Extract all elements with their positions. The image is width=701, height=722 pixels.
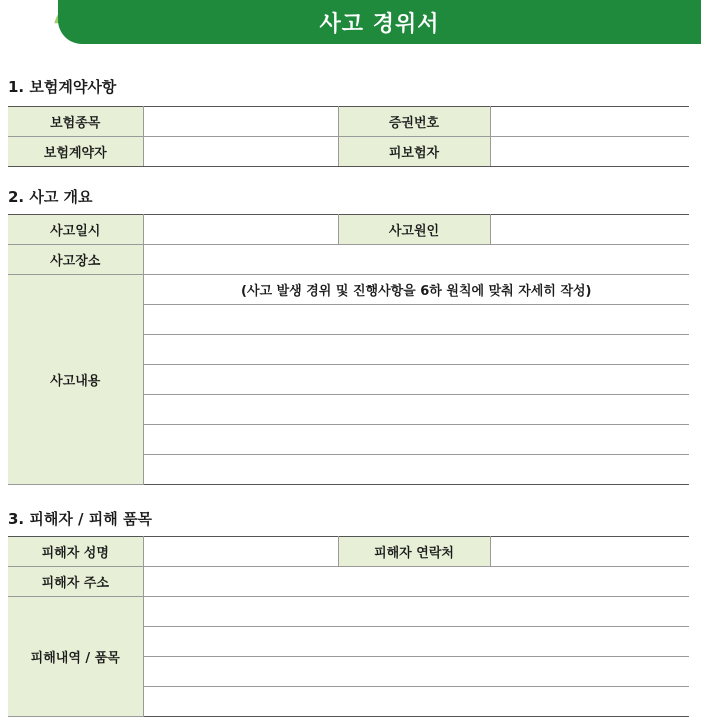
damage-items-line[interactable]	[143, 687, 689, 717]
damage-items-line[interactable]	[143, 657, 689, 687]
accident-content-label: 사고내용	[8, 275, 143, 485]
victim-name-label: 피해자 성명	[8, 537, 143, 567]
damage-items-line[interactable]	[143, 597, 689, 627]
accident-datetime-field[interactable]	[143, 215, 338, 245]
victim-address-label: 피해자 주소	[8, 567, 143, 597]
policyholder-label: 보험계약자	[8, 137, 143, 167]
accident-overview-table	[8, 214, 689, 485]
accident-content-line[interactable]	[143, 395, 689, 425]
section-title-overview: 2. 사고 개요	[8, 188, 93, 206]
insured-label: 피보험자	[338, 137, 490, 167]
victim-address-field[interactable]	[143, 567, 689, 597]
accident-location-label: 사고장소	[8, 245, 143, 275]
accident-datetime-label: 사고일시	[8, 215, 143, 245]
policyholder-field[interactable]	[143, 137, 338, 167]
accident-content-line[interactable]	[143, 305, 689, 335]
accident-cause-label: 사고원인	[338, 215, 490, 245]
policy-number-field[interactable]	[490, 107, 689, 137]
accident-content-line[interactable]	[143, 365, 689, 395]
accident-content-instruction: (사고 발생 경위 및 진행사항을 6하 원칙에 맞춰 자세히 작성)	[143, 275, 689, 305]
victim-name-field[interactable]	[143, 537, 338, 567]
policy-number-label: 증권번호	[338, 107, 490, 137]
victim-contact-label: 피해자 연락처	[338, 537, 490, 567]
section-title-contract: 1. 보험계약사항	[8, 78, 117, 96]
accident-location-field[interactable]	[143, 245, 689, 275]
contract-table	[8, 106, 689, 167]
victim-contact-field[interactable]	[490, 537, 689, 567]
insurance-type-label: 보험종목	[8, 107, 143, 137]
damage-items-label: 피해내역 / 품목	[8, 597, 143, 717]
insurance-type-field[interactable]	[143, 107, 338, 137]
page-title: 사고 경위서	[319, 11, 440, 37]
damage-items-line[interactable]	[143, 627, 689, 657]
accident-content-line[interactable]	[143, 335, 689, 365]
header-banner	[58, 0, 701, 44]
insured-field[interactable]	[490, 137, 689, 167]
accident-cause-field[interactable]	[490, 215, 689, 245]
victim-table	[8, 536, 689, 717]
section-title-victim: 3. 피해자 / 피해 품목	[8, 510, 152, 528]
accident-content-line[interactable]	[143, 455, 689, 485]
accident-content-line[interactable]	[143, 425, 689, 455]
